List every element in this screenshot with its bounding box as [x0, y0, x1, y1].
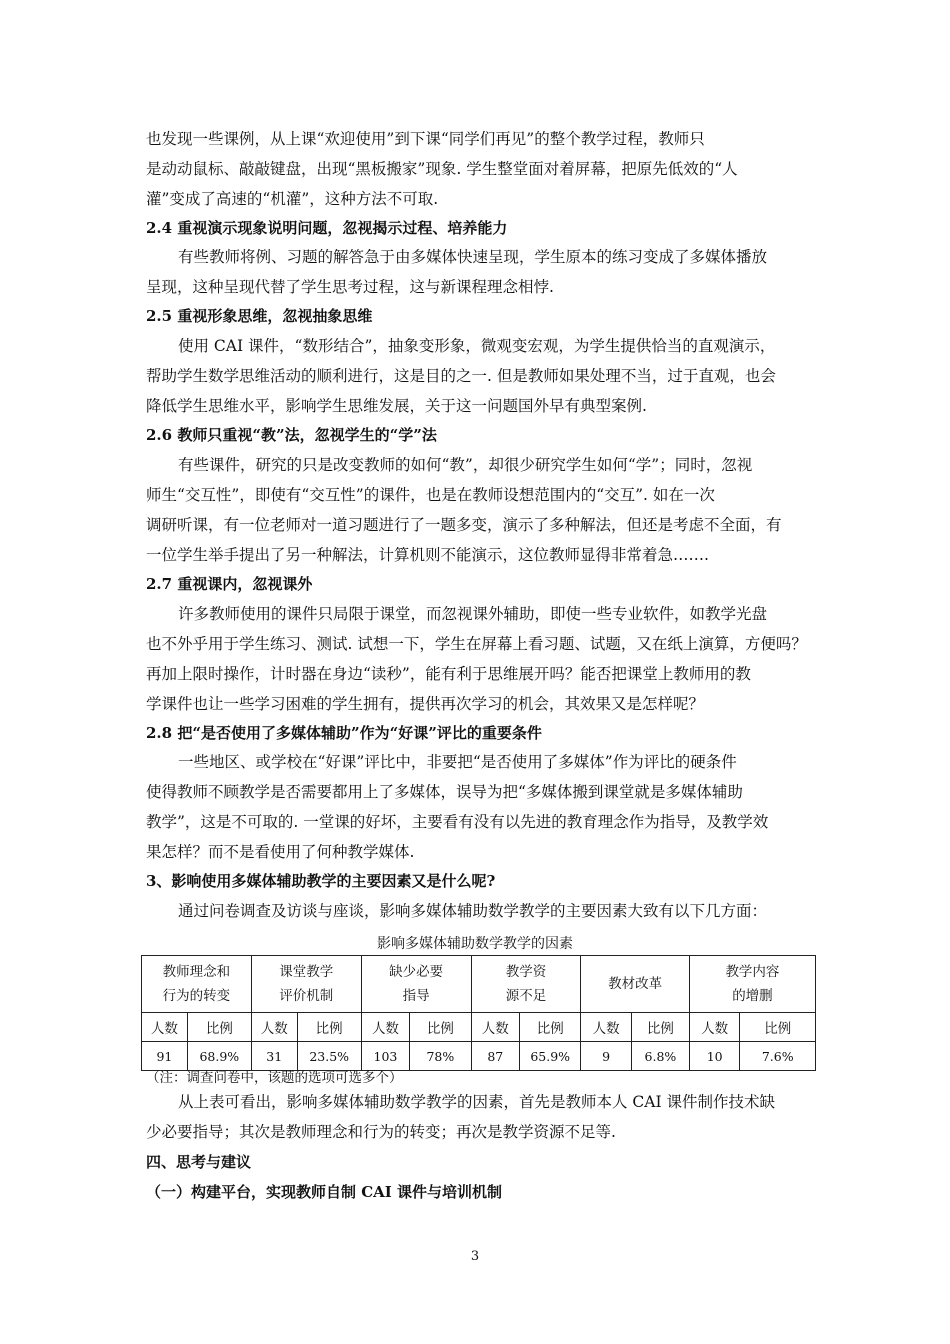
factor-header-cell: 缺少必要 指导	[361, 956, 471, 1013]
text-line: 使得教师不顾教学是否需要都用上了多媒体，误导为把“多媒体搬到课堂就是多媒体辅助	[146, 783, 743, 801]
section-heading-2-5: 2.5 重视形象思维，忽视抽象思维	[146, 307, 373, 325]
text-line: 果怎样？而不是看使用了何种教学媒体.	[146, 843, 415, 861]
ratio-header: 比例	[410, 1013, 471, 1042]
factors-table	[141, 955, 816, 1071]
text-line: 教学”，这是不可取的. 一堂课的好坏，主要看有没有以先进的教育理念作为指导，及教学效	[146, 813, 769, 831]
text-line: 有些课件，研究的只是改变教师的如何“教”，却很少研究学生如何“学”；同时，忽视	[178, 456, 753, 474]
table-caption: 影响多媒体辅助数学教学的因素	[377, 936, 573, 952]
count-header: 人数	[689, 1013, 740, 1042]
text-line: 也发现一些课例，从上课“欢迎使用”到下课“同学们再见”的整个教学过程，教师只	[146, 130, 705, 148]
text-line: 灌”变成了高速的“机灌”，这种方法不可取.	[146, 190, 439, 208]
text-line: 学课件也让一些学习困难的学生拥有，提供再次学习的机会，其效果又是怎样呢？	[146, 695, 705, 713]
ratio-header: 比例	[520, 1013, 581, 1042]
count-cell: 10	[689, 1042, 740, 1071]
count-cell: 87	[471, 1042, 520, 1071]
factor-header-row	[142, 956, 816, 1013]
count-header: 人数	[251, 1013, 297, 1042]
factor-header-cell: 课堂教学 评价机制	[251, 956, 361, 1013]
factor-header-cell: 教师理念和 行为的转变	[142, 956, 252, 1013]
count-cell: 103	[361, 1042, 410, 1071]
section-heading-2-8: 2.8 把“是否使用了多媒体辅助”作为“好课”评比的重要条件	[146, 724, 542, 742]
factor-header-cell: 教学内容 的增删	[689, 956, 815, 1013]
count-cell: 91	[142, 1042, 188, 1071]
count-header: 人数	[471, 1013, 520, 1042]
count-header: 人数	[581, 1013, 632, 1042]
text-line: 也不外乎用于学生练习、测试. 试想一下，学生在屏幕上看习题、试题，又在纸上演算，方便吗？	[146, 635, 807, 653]
count-header: 人数	[361, 1013, 410, 1042]
text-line: 降低学生思维水平，影响学生思维发展，关于这一问题国外早有典型案例.	[146, 397, 647, 415]
text-line: 调研听课，有一位老师对一道习题进行了一题多变，演示了多种解法，但还是考虑不全面，有	[146, 516, 782, 534]
ratio-cell: 7.6%	[740, 1042, 816, 1071]
text-line: 呈现，这种呈现代替了学生思考过程，这与新课程理念相悖.	[146, 278, 554, 296]
column-header-row	[142, 1013, 816, 1042]
section-heading-3: 3、影响使用多媒体辅助教学的主要因素又是什么呢?	[146, 872, 496, 890]
ratio-cell: 68.9%	[187, 1042, 251, 1071]
text-line: 通过问卷调查及访谈与座谈，影响多媒体辅助数学教学的主要因素大致有以下几方面：	[178, 902, 768, 920]
ratio-header: 比例	[740, 1013, 816, 1042]
ratio-cell: 65.9%	[520, 1042, 581, 1071]
ratio-header: 比例	[297, 1013, 361, 1042]
factor-header-cell: 教学资 源不足	[471, 956, 581, 1013]
ratio-cell: 78%	[410, 1042, 471, 1071]
ratio-header: 比例	[187, 1013, 251, 1042]
page-number: 3	[470, 1249, 480, 1264]
count-header: 人数	[142, 1013, 188, 1042]
section-heading-2-4: 2.4 重视演示现象说明问题，忽视揭示过程、培养能力	[146, 219, 508, 237]
section-heading-2-6: 2.6 教师只重视“教”法，忽视学生的“学”法	[146, 426, 437, 444]
section-heading-2-7: 2.7 重视课内，忽视课外	[146, 575, 313, 593]
text-line: 再加上限时操作，计时器在身边“读秒”，能有利于思维展开吗？能否把课堂上教师用的教	[146, 665, 751, 683]
count-cell: 31	[251, 1042, 297, 1071]
text-line: 帮助学生数学思维活动的顺利进行，这是目的之一. 但是教师如果处理不当，过于直观，也会	[146, 367, 776, 385]
ratio-header: 比例	[631, 1013, 689, 1042]
text-line: 从上表可看出，影响多媒体辅助数学教学的因素，首先是教师本人 CAI 课件制作技术缺	[178, 1093, 776, 1111]
text-line: 有些教师将例、习题的解答急于由多媒体快速呈现，学生原本的练习变成了多媒体播放	[178, 248, 768, 266]
text-line: 一位学生举手提出了另一种解法，计算机则不能演示，这位教师显得非常着急…….	[146, 546, 709, 564]
ratio-cell: 23.5%	[297, 1042, 361, 1071]
text-line: 许多教师使用的课件只局限于课堂，而忽视课外辅助，即使一些专业软件，如教学光盘	[178, 605, 768, 623]
text-line: 师生“交互性”，即使有“交互性”的课件，也是在教师设想范围内的“交互”. 如在一次	[146, 486, 715, 504]
ratio-cell: 6.8%	[631, 1042, 689, 1071]
text-line: 使用 CAI 课件，“数形结合”，抽象变形象，微观变宏观，为学生提供恰当的直观演示，	[178, 337, 776, 355]
factor-header-cell: 教材改革	[581, 956, 690, 1013]
text-line: 一些地区、或学校在“好课”评比中，非要把“是否使用了多媒体”作为评比的硬条件	[178, 753, 737, 771]
table-note: （注：调查问卷中，该题的选项可选多个）	[146, 1070, 403, 1086]
text-line: 少必要指导；其次是教师理念和行为的转变；再次是教学资源不足等.	[146, 1123, 616, 1141]
subsection-heading-4-1: （一）构建平台，实现教师自制 CAI 课件与培训机制	[146, 1183, 503, 1201]
section-heading-4: 四、思考与建议	[146, 1153, 252, 1171]
count-cell: 9	[581, 1042, 632, 1071]
text-line: 是动动鼠标、敲敲键盘，出现“黑板搬家”现象. 学生整堂面对着屏幕，把原先低效的“人	[146, 160, 738, 178]
